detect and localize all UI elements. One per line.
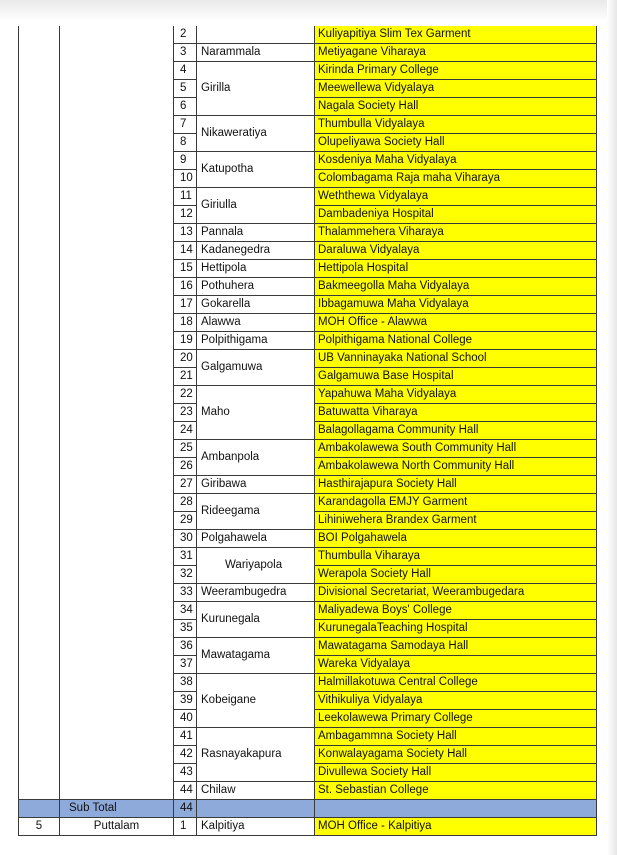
location-cell: Ambakolawewa South Community Hall [315, 440, 597, 458]
subtotal-value: 44 [174, 800, 197, 818]
location-cell: Kuliyapitiya Slim Tex Garment [315, 26, 597, 44]
table-row [19, 818, 597, 836]
location-cell: Galgamuwa Base Hospital [315, 368, 597, 386]
division-cell: Girilla [197, 62, 315, 116]
location-cell: Nagala Society Hall [315, 98, 597, 116]
row-number: 1 [174, 818, 197, 836]
row-number: 20 [174, 350, 197, 368]
location-cell: Balagollagama Community Hall [315, 422, 597, 440]
location-cell: Hasthirajapura Society Hall [315, 476, 597, 494]
row-number: 8 [174, 134, 197, 152]
division-cell: Rideegama [197, 494, 315, 530]
right-edge-shadow [607, 0, 617, 855]
row-number: 33 [174, 584, 197, 602]
row-number: 26 [174, 458, 197, 476]
row-number: 17 [174, 296, 197, 314]
row-number: 23 [174, 404, 197, 422]
row-number: 25 [174, 440, 197, 458]
location-cell: BOI Polgahawela [315, 530, 597, 548]
row-number: 7 [174, 116, 197, 134]
location-cell: Ibbagamuwa Maha Vidyalaya [315, 296, 597, 314]
row-number: 42 [174, 746, 197, 764]
row-number: 5 [174, 80, 197, 98]
row-number: 29 [174, 512, 197, 530]
row-number: 27 [174, 476, 197, 494]
row-number: 32 [174, 566, 197, 584]
location-cell: Wareka Vidyalaya [315, 656, 597, 674]
row-number: 14 [174, 242, 197, 260]
row-number: 16 [174, 278, 197, 296]
division-cell: Nikaweratiya [197, 116, 315, 152]
location-cell: Lihiniwehera Brandex Garment [315, 512, 597, 530]
division-cell: Chilaw [197, 782, 315, 800]
row-number: 30 [174, 530, 197, 548]
division-cell: Mawatagama [197, 638, 315, 674]
row-number: 43 [174, 764, 197, 782]
row-number: 2 [174, 26, 197, 44]
location-cell: UB Vanninayaka National School [315, 350, 597, 368]
division-cell: Maho [197, 386, 315, 440]
subtotal-blank-cell [315, 800, 597, 818]
division-cell: Wariyapola [197, 548, 315, 584]
location-cell: Yapahuwa Maha Vidyalaya [315, 386, 597, 404]
division-cell: Hettipola [197, 260, 315, 278]
location-cell: MOH Office - Alawwa [315, 314, 597, 332]
row-number: 12 [174, 206, 197, 224]
row-number: 18 [174, 314, 197, 332]
division-cell: Polpithigama [197, 332, 315, 350]
location-cell: Werapola Society Hall [315, 566, 597, 584]
division-cell: Kadanegedra [197, 242, 315, 260]
row-number: 34 [174, 602, 197, 620]
division-cell: Pothuhera [197, 278, 315, 296]
row-number: 44 [174, 782, 197, 800]
location-cell: KurunegalaTeaching Hospital [315, 620, 597, 638]
district-index-cell [19, 26, 60, 800]
location-cell: Kirinda Primary College [315, 62, 597, 80]
location-cell: Karandagolla EMJY Garment [315, 494, 597, 512]
division-cell: Kurunegala [197, 602, 315, 638]
row-number: 10 [174, 170, 197, 188]
district-index: 5 [19, 818, 60, 836]
division-cell: Ambanpola [197, 440, 315, 476]
division-cell: Gokarella [197, 296, 315, 314]
row-number: 36 [174, 638, 197, 656]
subtotal-label: Sub Total [60, 800, 174, 818]
location-cell: Thumbulla Viharaya [315, 548, 597, 566]
row-number: 4 [174, 62, 197, 80]
division-cell [197, 26, 315, 44]
division-cell: Narammala [197, 44, 315, 62]
division-cell: Kalpitiya [197, 818, 315, 836]
row-number: 13 [174, 224, 197, 242]
row-number: 6 [174, 98, 197, 116]
row-number: 21 [174, 368, 197, 386]
location-cell: Dambadeniya Hospital [315, 206, 597, 224]
location-cell: Meewellewa Vidyalaya [315, 80, 597, 98]
location-cell: Thumbulla Vidyalaya [315, 116, 597, 134]
location-cell: Weththewa Vidyalaya [315, 188, 597, 206]
division-cell: Kobeigane [197, 674, 315, 728]
division-cell: Katupotha [197, 152, 315, 188]
location-cell: Batuwatta Viharaya [315, 404, 597, 422]
district-name-cell [60, 26, 174, 800]
subtotal-row [19, 800, 597, 818]
location-cell: Bakmeegolla Maha Vidyalaya [315, 278, 597, 296]
district-name: Puttalam [60, 818, 174, 836]
location-cell: Kosdeniya Maha Vidyalaya [315, 152, 597, 170]
row-number: 39 [174, 692, 197, 710]
division-cell: Alawwa [197, 314, 315, 332]
location-cell: Konwalayagama Society Hall [315, 746, 597, 764]
row-number: 24 [174, 422, 197, 440]
subtotal-blank-cell [197, 800, 315, 818]
table-row [19, 26, 597, 44]
location-cell: Olupeliyawa Society Hall [315, 134, 597, 152]
division-cell: Giribawa [197, 476, 315, 494]
division-cell: Pannala [197, 224, 315, 242]
location-cell: Hettipola Hospital [315, 260, 597, 278]
row-number: 15 [174, 260, 197, 278]
location-cell: Halmillakotuwa Central College [315, 674, 597, 692]
location-cell: Thalammehera Viharaya [315, 224, 597, 242]
row-number: 22 [174, 386, 197, 404]
division-cell: Weerambugedra [197, 584, 315, 602]
division-cell: Polgahawela [197, 530, 315, 548]
row-number: 11 [174, 188, 197, 206]
location-cell: Daraluwa Vidyalaya [315, 242, 597, 260]
location-cell: Polpithigama National College [315, 332, 597, 350]
division-cell: Galgamuwa [197, 350, 315, 386]
row-number: 19 [174, 332, 197, 350]
row-number: 40 [174, 710, 197, 728]
row-number: 28 [174, 494, 197, 512]
row-number: 3 [174, 44, 197, 62]
location-cell: Mawatagama Samodaya Hall [315, 638, 597, 656]
subtotal-blank-cell [19, 800, 60, 818]
location-cell: St. Sebastian College [315, 782, 597, 800]
division-cell: Giriulla [197, 188, 315, 224]
vaccination-centers-table [18, 26, 597, 836]
location-cell: Ambagammna Society Hall [315, 728, 597, 746]
division-cell: Rasnayakapura [197, 728, 315, 782]
row-number: 9 [174, 152, 197, 170]
top-edge-shadow [0, 0, 617, 22]
location-cell: Metiyagane Viharaya [315, 44, 597, 62]
location-cell: Divisional Secretariat, Weerambugedara [315, 584, 597, 602]
location-cell: Leekolawewa Primary College [315, 710, 597, 728]
location-cell: Divullewa Society Hall [315, 764, 597, 782]
row-number: 38 [174, 674, 197, 692]
row-number: 35 [174, 620, 197, 638]
row-number: 31 [174, 548, 197, 566]
location-cell: Maliyadewa Boys' College [315, 602, 597, 620]
location-cell: Vithikuliya Vidyalaya [315, 692, 597, 710]
location-cell: Ambakolawewa North Community Hall [315, 458, 597, 476]
row-number: 37 [174, 656, 197, 674]
location-cell: MOH Office - Kalpitiya [315, 818, 597, 836]
row-number: 41 [174, 728, 197, 746]
location-cell: Colombagama Raja maha Viharaya [315, 170, 597, 188]
